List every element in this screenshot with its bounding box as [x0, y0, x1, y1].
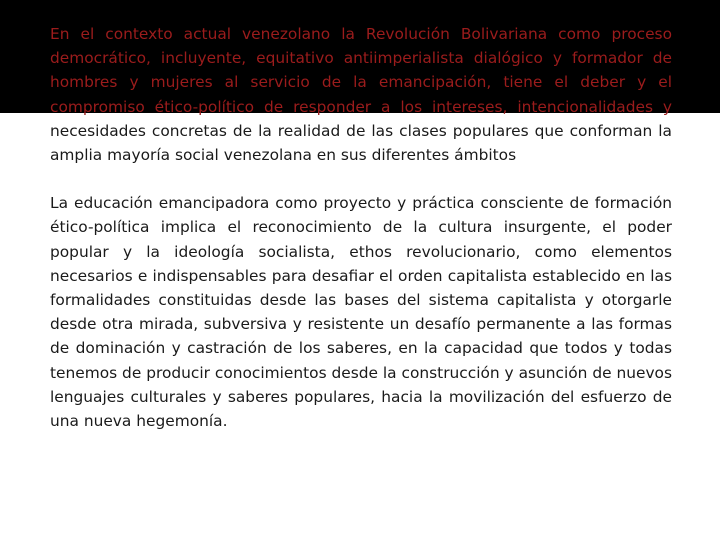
paragraph-1-dark-part: En el contexto actual venezolano la Revolución Bolivariana como proceso democrático, incluyente, equitativo antiimperialista dialógico y formador de hombres y mujeres al servicio de la emancipación, tiene el deber y el compromiso ético-político de responder a los intereses, intencionalidades y: [50, 25, 672, 116]
paragraph-1-light-part: necesidades concretas de la realidad de las clases populares que conforman la amplia mayoría social venezolana en sus diferentes ámbitos: [50, 121, 672, 165]
paragraph-1: [50, 22, 672, 167]
slide-body: [50, 22, 672, 433]
paragraph-2: La educación emancipadora como proyecto y práctica consciente de formación ético-política implica el reconocimiento de la cultura insurgente, el poder popular y la ideología socialista, ethos revolucionario, como elementos necesarios e indispensables para desafiar el orden capitalista establecido en las formalidades constituidas desde las bases del sistema capitalista y otorgarle desde otra mirada, subversiva y resistente un desafío permanente a las formas de dominación y castración de los saberes, en la capacidad que todos y todas tenemos de producir conocimientos desde la construcción y asunción de nuevos lenguajes culturales y saberes populares, hacia la movilización del esfuerzo de una nueva hegemonía.: [50, 194, 672, 431]
